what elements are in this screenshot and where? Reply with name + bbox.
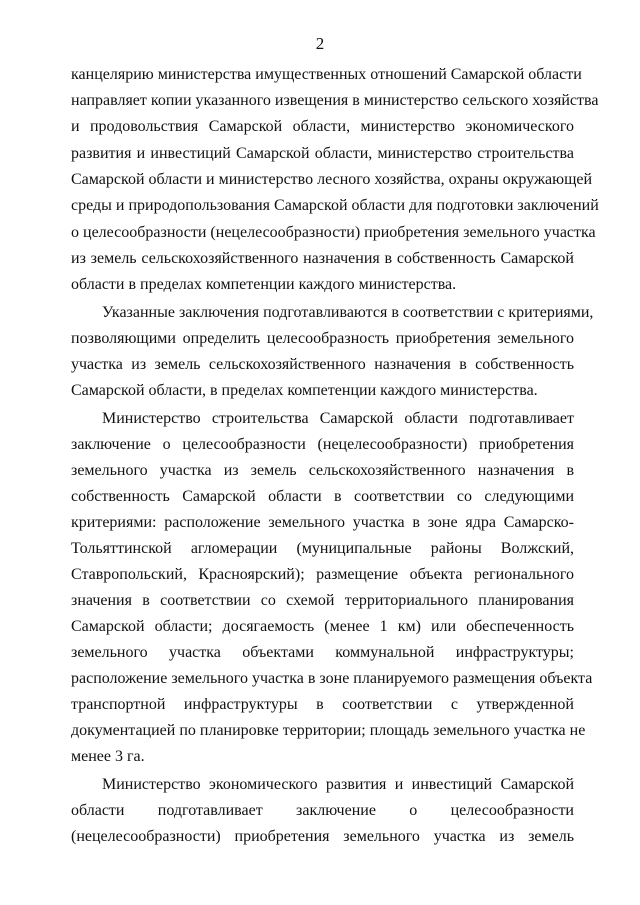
- text-line: собственность Самарской области в соответствии со следующими: [71, 488, 574, 505]
- text-line: земельного участка из земель сельскохозяйственного назначения в: [71, 462, 574, 479]
- text-line: Ставропольский, Красноярский); размещение объекта регионального: [71, 566, 574, 583]
- text-line: значения в соответствии со схемой территориального планирования: [71, 592, 574, 609]
- text-line: развития и инвестиций Самарской области, министерство строительства: [71, 145, 574, 162]
- text-line: Самарской области и министерство лесного хозяйства, охраны окружающей: [71, 171, 593, 188]
- text-line: (нецелесообразности) приобретения земельного участка из земель: [71, 828, 574, 845]
- text-line: о целесообразности (нецелесообразности) приобретения земельного участка: [71, 224, 596, 241]
- text-line: транспортной инфраструктуры в соответствии с утвержденной: [71, 696, 574, 713]
- text-line: области в пределах компетенции каждого министерства.: [71, 276, 457, 293]
- text-line: участка из земель сельскохозяйственного назначения в собственность: [71, 356, 574, 373]
- text-line: направляет копии указанного извещения в министерство сельского хозяйства: [71, 92, 599, 109]
- text-line: Министерство экономического развития и инвестиций Самарской: [102, 776, 574, 793]
- text-line: канцелярию министерства имущественных отношений Самарской области: [71, 66, 582, 83]
- text-line: земельного участка объектами коммунальной инфраструктуры;: [71, 644, 574, 661]
- text-line: Указанные заключения подготавливаются в соответствии с критериями,: [102, 304, 594, 321]
- text-line: из земель сельскохозяйственного назначения в собственность Самарской: [71, 250, 574, 267]
- text-line: критериями: расположение земельного участка в зоне ядра Самарско-: [71, 514, 574, 531]
- text-line: позволяющими определить целесообразность приобретения земельного: [71, 330, 574, 347]
- text-line: среды и природопользования Самарской области для подготовки заключений: [71, 197, 599, 214]
- text-line: области подготавливает заключение о целесообразности: [71, 802, 574, 819]
- text-line: Самарской области; досягаемость (менее 1 км) или обеспеченность: [71, 618, 574, 635]
- text-line: Министерство строительства Самарской области подготавливает: [102, 410, 574, 427]
- text-line: заключение о целесообразности (нецелесообразности) приобретения: [71, 436, 574, 453]
- text-line: расположение земельного участка в зоне планируемого размещения объекта: [71, 670, 593, 687]
- text-line: Самарской области, в пределах компетенции каждого министерства.: [71, 382, 538, 399]
- text-line: менее 3 га.: [71, 748, 145, 765]
- text-line: документацией по планировке территории; площадь земельного участка не: [71, 722, 586, 739]
- page-number: 2: [315, 34, 325, 53]
- text-line: Тольяттинской агломерации (муниципальные районы Волжский,: [71, 540, 574, 557]
- text-line: и продовольствия Самарской области, министерство экономического: [71, 118, 574, 135]
